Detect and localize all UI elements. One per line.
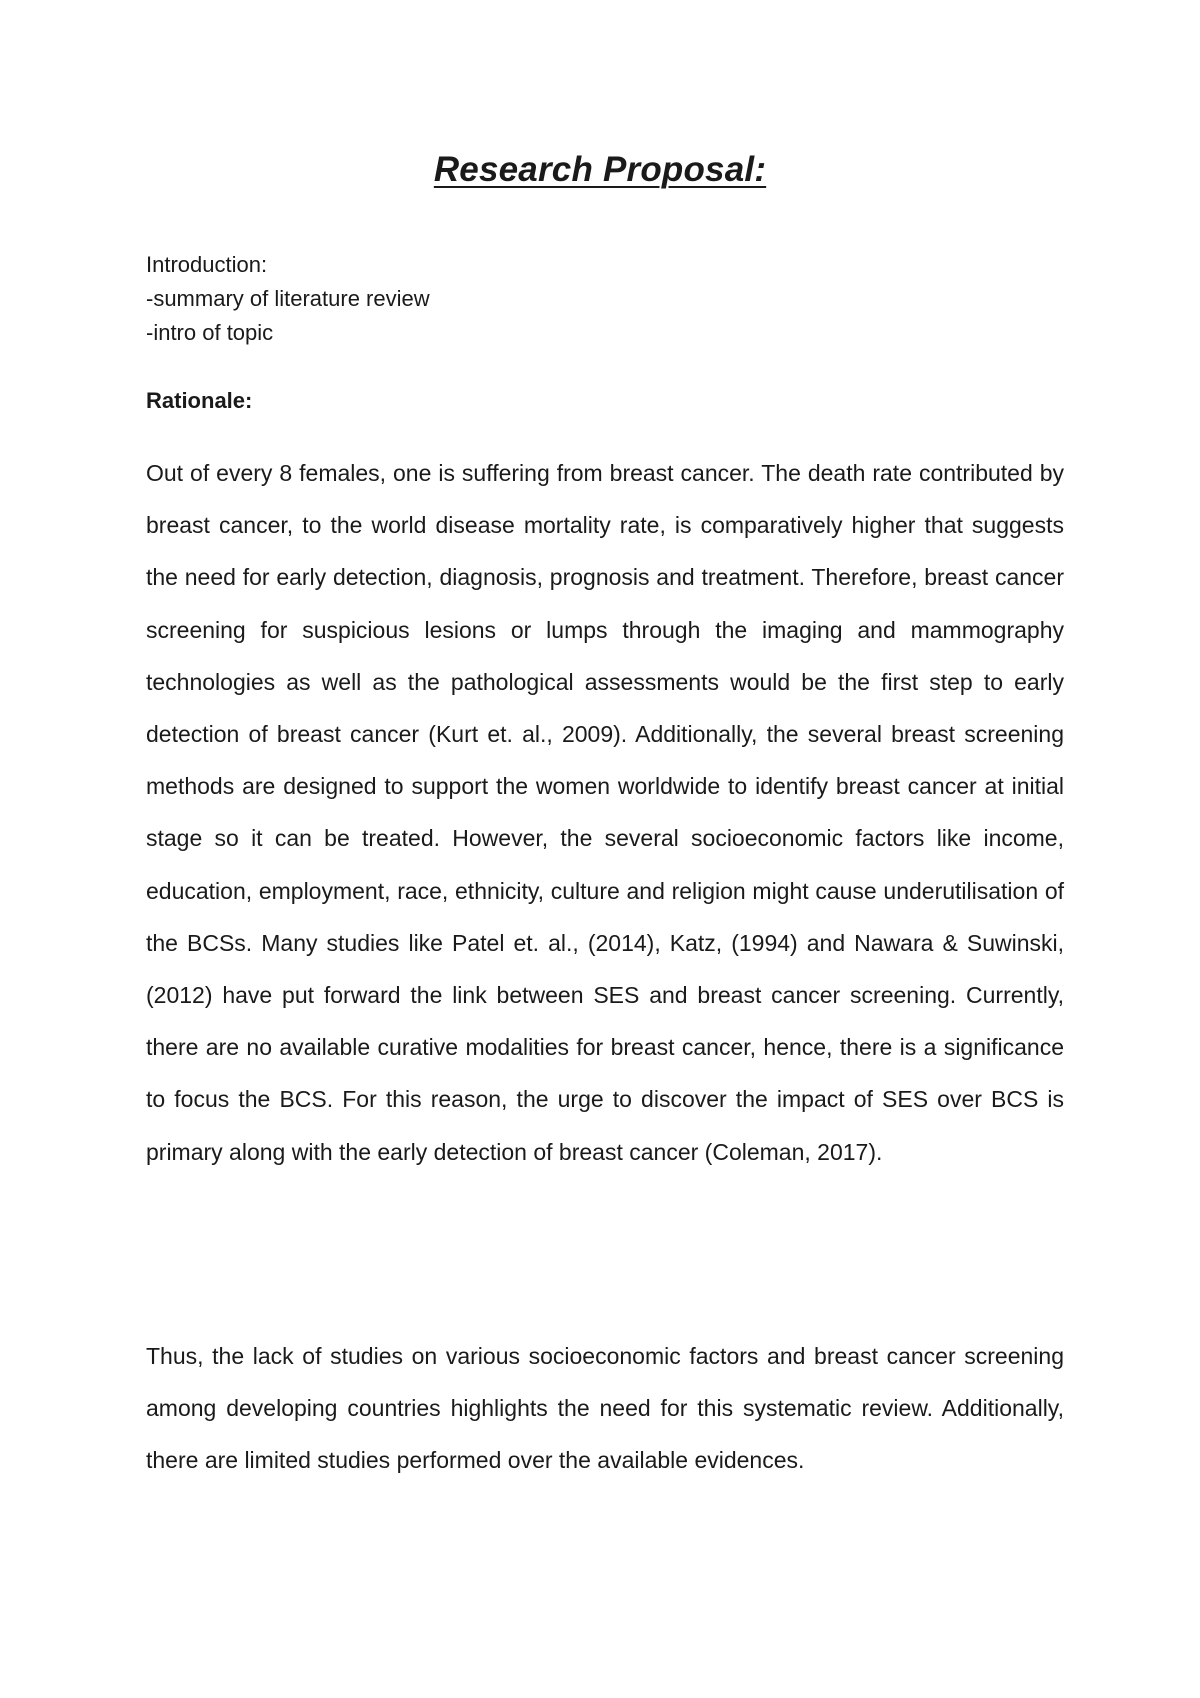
introduction-section	[146, 248, 430, 350]
rationale-paragraph: Out of every 8 females, one is suffering from breast cancer. The death rate contributed by breast cancer, to the world disease mortality rate, is comparatively higher that suggests the need for early detection, diagnosis, prognosis and treatment. Therefore, breast cancer screening for suspicious lesions or lumps through the imaging and mammography technologies as well as the pathological assessments would be the first step to early detection of breast cancer (Kurt et. al., 2009). Additionally, the several breast screening methods are designed to support the women worldwide to identify breast cancer at initial stage so it can be treated. However, the several socioeconomic factors like income, education, employment, race, ethnicity, culture and religion might cause underutilisation of the BCSs. Many studies like Patel et. al., (2014), Katz, (1994) and Nawara & Suwinski, (2012) have put forward the link between SES and breast cancer screening. Currently, there are no available curative modalities for breast cancer, hence, there is a significance to focus the BCS. For this reason, the urge to discover the impact of SES over BCS is primary along with the early detection of breast cancer (Coleman, 2017).	[146, 460, 1064, 1165]
introduction-item: -intro of topic	[146, 320, 274, 345]
introduction-heading: Introduction:	[146, 252, 268, 277]
rationale-paragraph: Thus, the lack of studies on various socioeconomic factors and breast cancer screening among developing countries highlights the need for this systematic review. Additionally, there are limited studies performed over the available evidences.	[146, 1343, 1064, 1474]
rationale-heading: Rationale:	[146, 388, 253, 413]
introduction-item: -summary of literature review	[146, 286, 430, 311]
document-title: Research Proposal:	[433, 150, 767, 189]
